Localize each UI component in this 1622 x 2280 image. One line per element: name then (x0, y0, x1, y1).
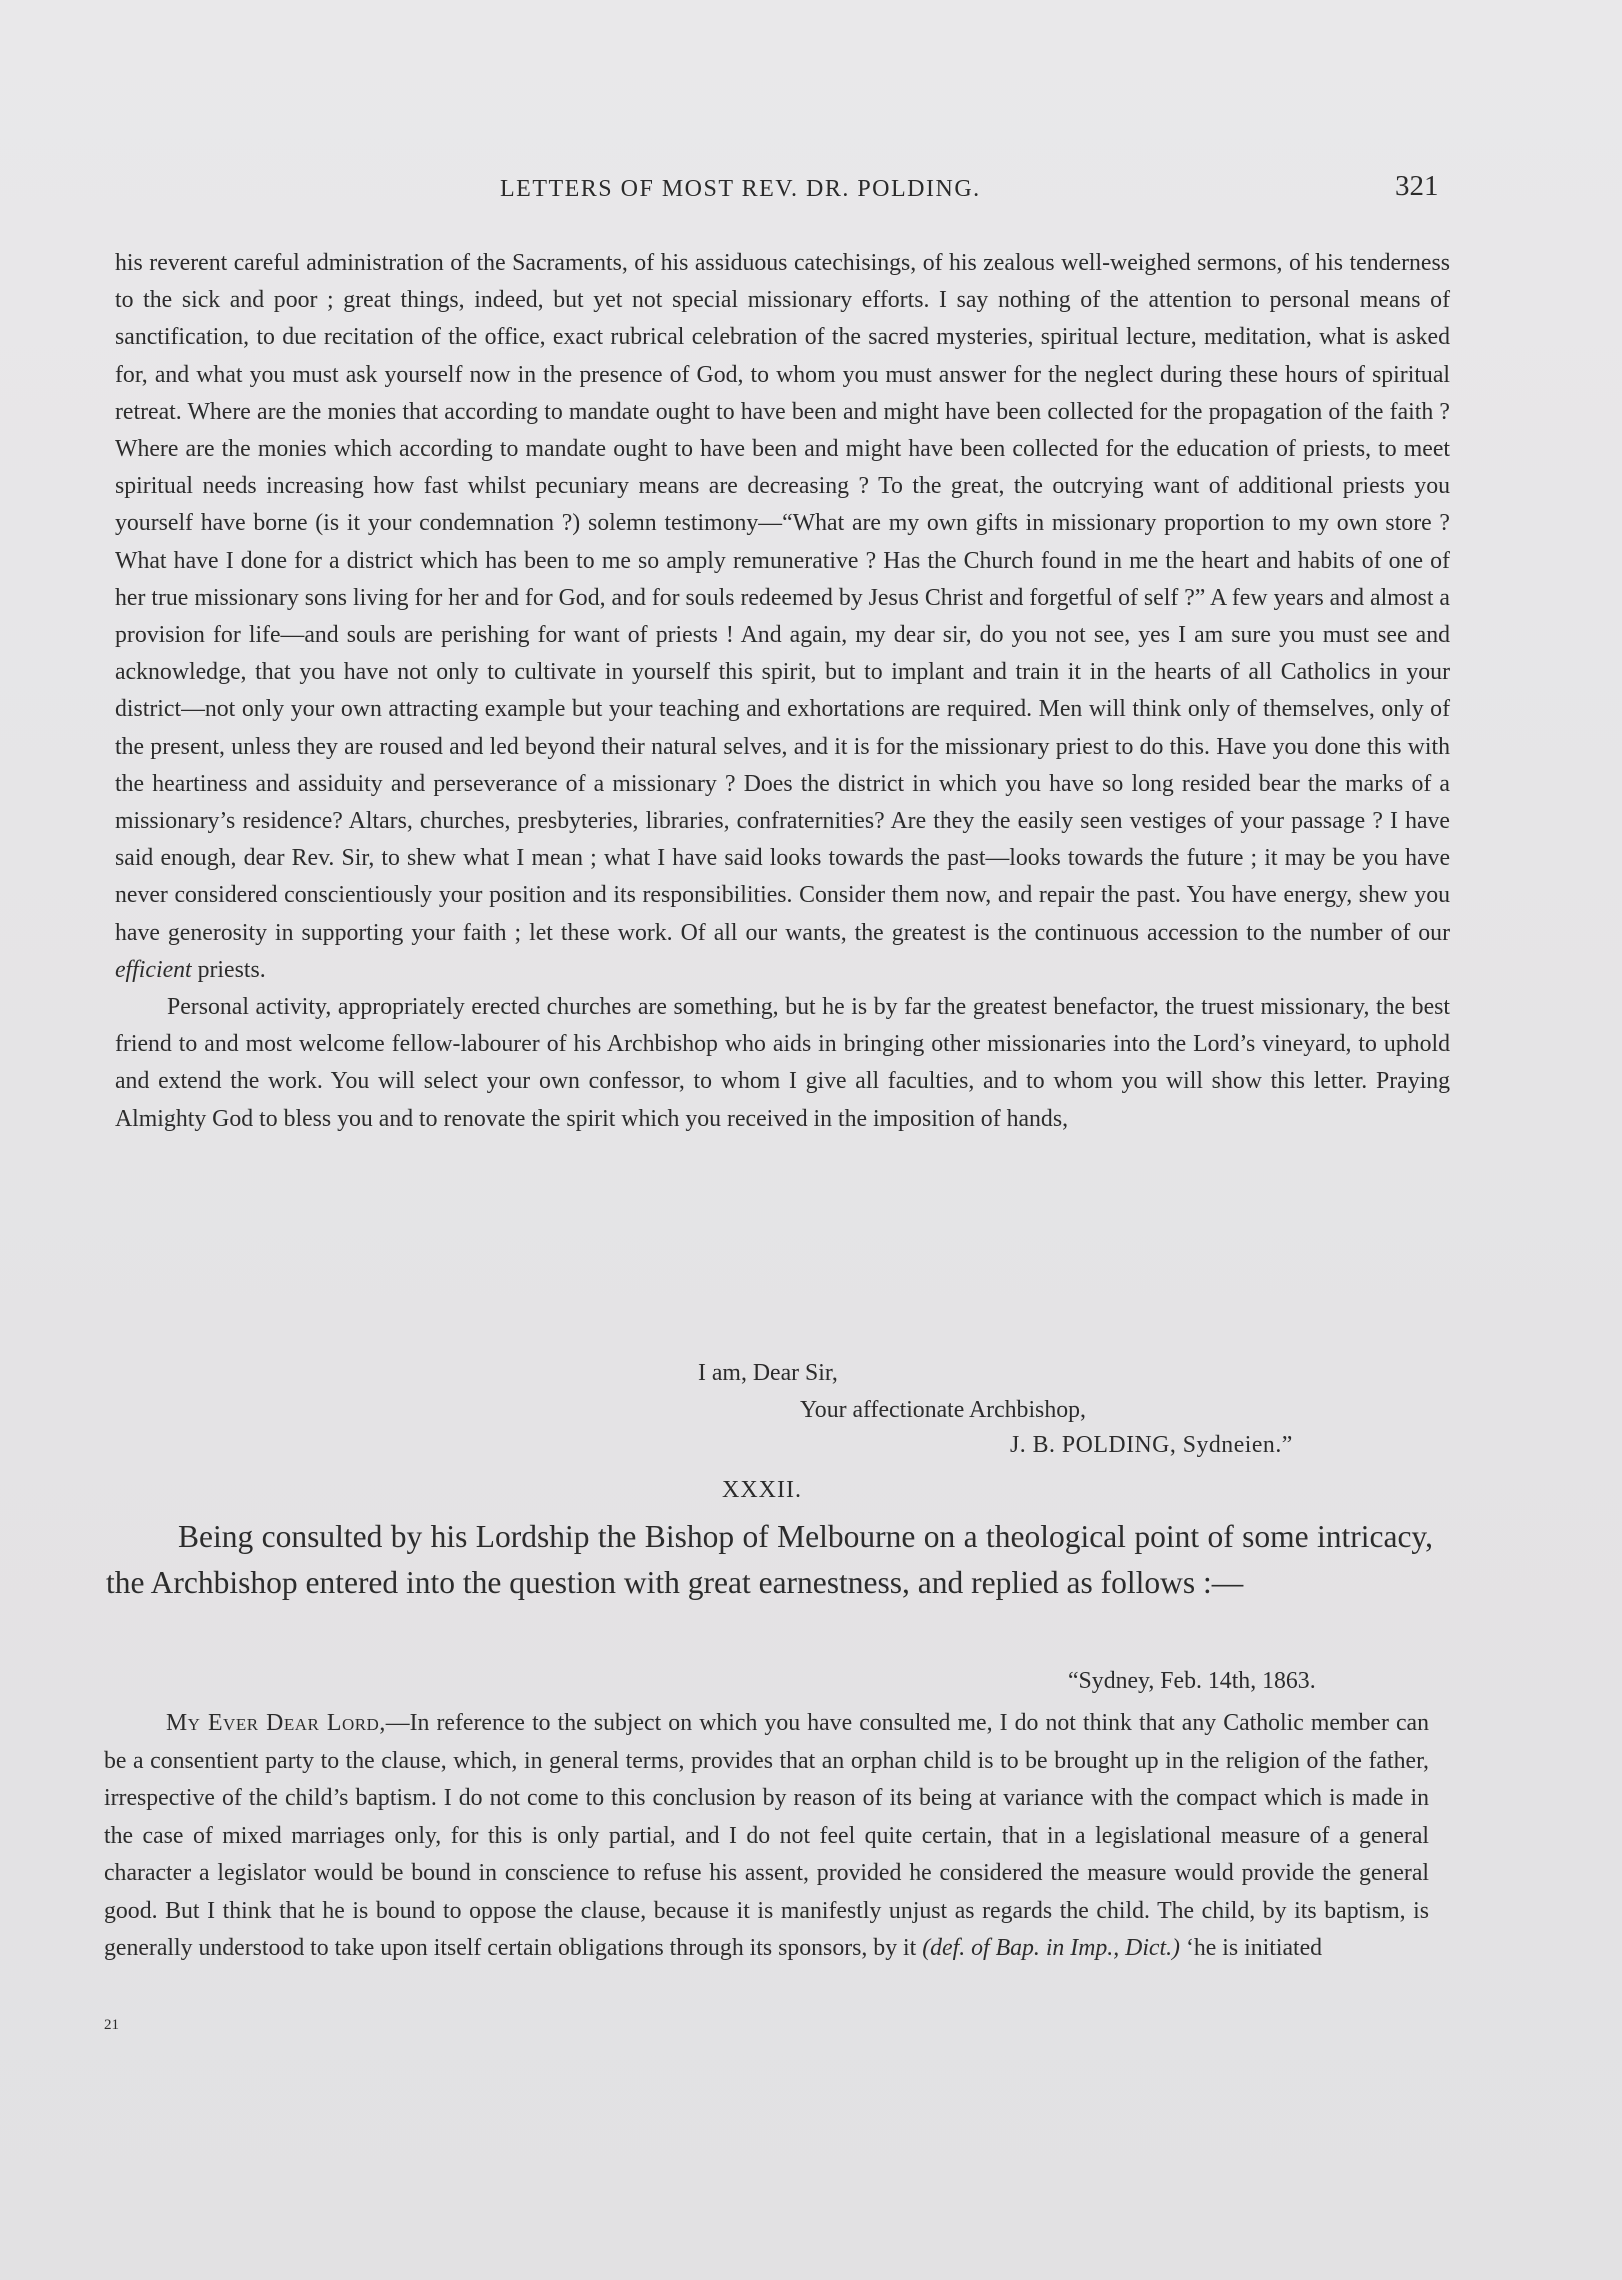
paragraph-text: his reverent careful administration of the Sacraments, of his assiduous catechisings, of his zealous well-weighed sermons, of his tenderness to the sick and poor ; great things, indeed, but yet not special missionary efforts. I say nothing of the attention to personal means of sanctification, to due recitation of the office, exact rubrical celebration of the sacred mysteries, spiritual lecture, meditation, what is asked for, and what you must ask yourself now in the presence of God, to whom you must answer for the neglect during these hours of spiritual retreat. Where are the monies that according to mandate ought to have been and might have been collected for the propagation of the faith ? Where are the monies which according to mandate ought to have been and might have been collected for the education of priests, to meet spiritual needs increasing how fast whilst pecuniary means are decreasing ? To the great, the outcrying want of additional priests you yourself have borne (is it your condemnation ?) solemn testimony—“What are my own gifts in missionary proportion to my own store ? What have I done for a district which has been to me so amply remunerative ? Has the Church found in me the heart and habits of one of her true missionary sons living for her and for God, and for souls redeemed by Jesus Christ and forgetful of self ?” A few years and almost a provision for life—and souls are perishing for want of priests ! And again, my dear sir, do you not see, yes I am sure you must see and acknowledge, that you have not only to cultivate in yourself this spirit, but to implant and train it in the hearts of all Catholics in your district—not only your own attracting example but your teaching and exhortations are required. Men will think only of themselves, only of the present, unless they are roused and led beyond their natural selves, and it is for the missionary priest to do this. Have you done this with the heartiness and assiduity and perseverance of a missionary ? Does the district in which you have so long resided bear the marks of a missionary’s residence? Altars, churches, presbyteries, libraries, confraternities? Are they the easily seen vestiges of your passage ? I have said enough, dear Rev. Sir, to shew what I mean ; what I have said looks towards the past—looks towards the future ; it may be you have never considered conscientiously your position and its responsibilities. Consider them now, and repair the past. You have energy, shew you have generosity in supporting your faith ; let these work. Of all our wants, the greatest is the continuous accession to the number of our (115, 250, 1450, 946)
salutation: My Ever Dear Lord, (166, 1710, 386, 1736)
letter-dateline: “Sydney, Feb. 14th, 1863. (1068, 1668, 1316, 1694)
letter-closing: Your affectionate Archbishop, (800, 1397, 1086, 1423)
letter-paragraph (115, 245, 1450, 989)
section-intro (106, 1514, 1433, 1606)
intro-text: Being consulted by his Lordship the Bishop of Melbourne on a theological point of some intricacy, the Archbishop entered into the question with great earnestness, and replied as follows :— (106, 1519, 1433, 1600)
letter-paragraph: Personal activity, appropriately erected churches are something, but he is by far the greatest benefactor, the truest missionary, the best friend to and most welcome fellow-labourer of his Archbishop who aids in bringing other missionaries into the Lord’s vineyard, to uphold and extend the work. You will select your own confessor, to whom I give all faculties, and to whom you will show this letter. Praying Almighty God to bless you and to renovate the spirit which you received in the imposition of hands, (115, 994, 1450, 1132)
letter-paragraph (104, 1705, 1429, 1968)
page-number: 321 (1395, 170, 1439, 202)
citation: (def. of Bap. in Imp., Dict.) (922, 1935, 1180, 1961)
letter-body (104, 1705, 1429, 1968)
letter-closing: I am, Dear Sir, (698, 1360, 838, 1386)
printer-signature-mark: 21 (104, 2017, 119, 2033)
letter-signature: J. B. POLDING, Sydneien.” (1010, 1432, 1293, 1458)
paragraph-text: —In reference to the subject on which you have consulted me, I do not think that any Catholic member can be a consentient party to the clause, which, in general terms, provides that an orphan child is to be brought up in the religion of the father, irrespective of the child’s baptism. I do not come to this conclusion by reason of its being at variance with the compact which is made in the case of mixed marriages only, for this is only partial, and I do not feel quite certain, that in a legislational measure of a general character a legislator would be bound in conscience to refuse his assent, provided he considered the measure would provide the general good. But I think that he is bound to oppose the clause, because it is manifestly unjust as regards the child. The child, by its baptism, is generally understood to take upon itself certain obligations through its sponsors, by it (104, 1710, 1429, 1961)
section-numeral: XXXII. (722, 1477, 802, 1503)
running-head: LETTERS OF MOST REV. DR. POLDING. (500, 176, 981, 202)
letter-continuation (115, 245, 1450, 1138)
emphasis-word: efficient (115, 956, 192, 983)
paragraph-end: ‘he is initiated (1185, 1935, 1323, 1961)
paragraph-end: priests. (197, 956, 266, 983)
